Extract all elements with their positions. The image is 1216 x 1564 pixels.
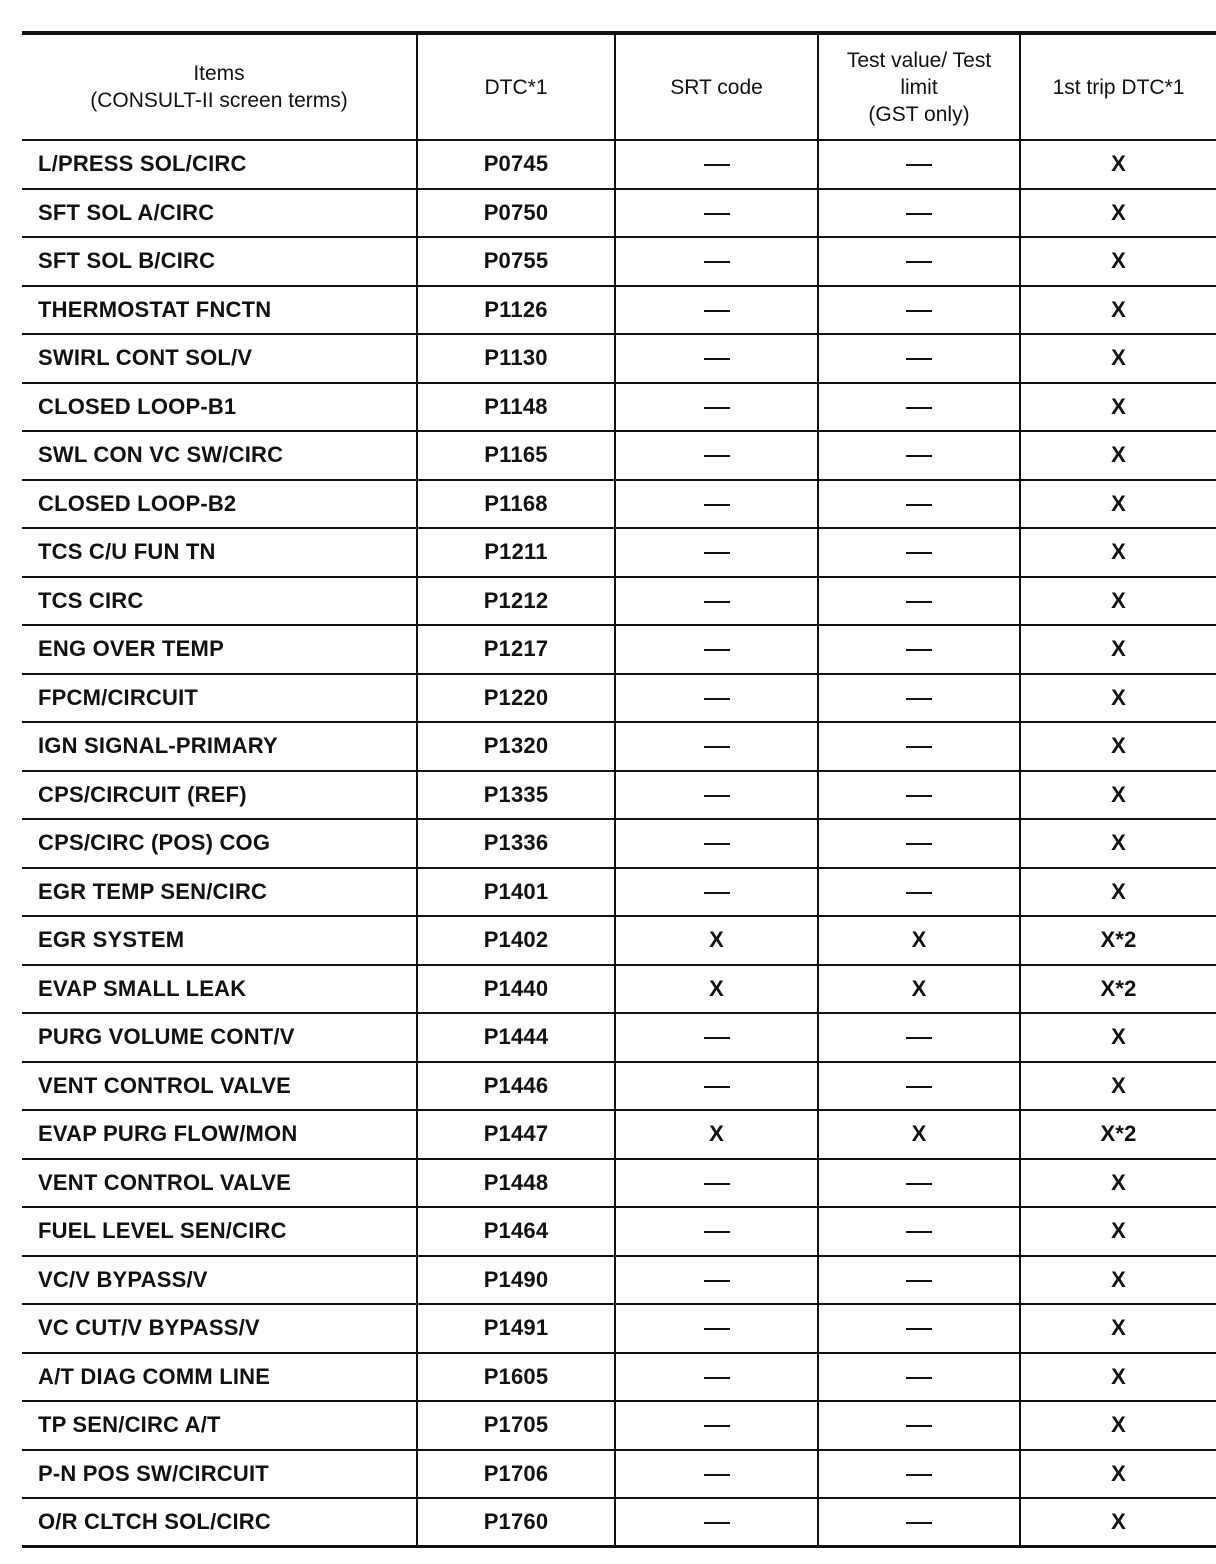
x-mark: X bbox=[709, 927, 724, 953]
cell-item: SWL CON VC SW/CIRC bbox=[22, 431, 417, 480]
dash-icon bbox=[704, 601, 730, 603]
dash-icon bbox=[704, 1522, 730, 1524]
cell-item: L/PRESS SOL/CIRC bbox=[22, 140, 417, 189]
dash-icon bbox=[906, 552, 932, 554]
table-row bbox=[22, 722, 1216, 771]
cell-srt bbox=[615, 1013, 818, 1062]
cell-item: VENT CONTROL VALVE bbox=[22, 1062, 417, 1111]
cell-first-trip: X bbox=[1020, 722, 1216, 771]
cell-dtc: P1490 bbox=[417, 1256, 615, 1305]
cell-first-trip: X bbox=[1020, 1304, 1216, 1353]
cell-dtc: P1705 bbox=[417, 1401, 615, 1450]
dash-icon bbox=[906, 892, 932, 894]
cell-test-value bbox=[818, 1256, 1020, 1305]
cell-srt bbox=[615, 189, 818, 238]
cell-first-trip: X bbox=[1020, 1353, 1216, 1402]
cell-item: O/R CLTCH SOL/CIRC bbox=[22, 1498, 417, 1547]
cell-test-value bbox=[818, 1401, 1020, 1450]
cell-item: THERMOSTAT FNCTN bbox=[22, 286, 417, 335]
dash-icon bbox=[704, 795, 730, 797]
dash-icon bbox=[704, 1474, 730, 1476]
cell-srt bbox=[615, 431, 818, 480]
table-row bbox=[22, 674, 1216, 723]
cell-test-value bbox=[818, 1207, 1020, 1256]
header-items-line1: Items bbox=[193, 62, 245, 85]
cell-test-value bbox=[818, 722, 1020, 771]
header-dtc bbox=[417, 33, 615, 140]
dtc-table bbox=[22, 31, 1216, 1548]
dtc-table-wrapper bbox=[22, 31, 1216, 1548]
cell-test-value bbox=[818, 916, 1020, 965]
cell-first-trip: X bbox=[1020, 189, 1216, 238]
cell-test-value bbox=[818, 189, 1020, 238]
dash-icon bbox=[906, 1231, 932, 1233]
header-first-trip-label: 1st trip DTC*1 bbox=[1052, 75, 1185, 99]
dash-icon bbox=[906, 1183, 932, 1185]
cell-first-trip: X bbox=[1020, 771, 1216, 820]
cell-dtc: P1491 bbox=[417, 1304, 615, 1353]
dash-icon bbox=[906, 649, 932, 651]
dash-icon bbox=[906, 1280, 932, 1282]
cell-first-trip: X bbox=[1020, 1401, 1216, 1450]
cell-first-trip: X*2 bbox=[1020, 916, 1216, 965]
dash-icon bbox=[906, 1377, 932, 1379]
cell-item: EGR SYSTEM bbox=[22, 916, 417, 965]
table-row bbox=[22, 334, 1216, 383]
cell-test-value bbox=[818, 237, 1020, 286]
cell-srt bbox=[615, 1304, 818, 1353]
cell-test-value bbox=[818, 334, 1020, 383]
cell-test-value bbox=[818, 965, 1020, 1014]
dash-icon bbox=[906, 1037, 932, 1039]
dash-icon bbox=[704, 310, 730, 312]
table-row bbox=[22, 1450, 1216, 1499]
cell-first-trip: X bbox=[1020, 1498, 1216, 1547]
cell-test-value bbox=[818, 674, 1020, 723]
dash-icon bbox=[704, 213, 730, 215]
cell-dtc: P1336 bbox=[417, 819, 615, 868]
cell-first-trip: X bbox=[1020, 819, 1216, 868]
dash-icon bbox=[906, 1328, 932, 1330]
table-row bbox=[22, 1159, 1216, 1208]
cell-item: VENT CONTROL VALVE bbox=[22, 1159, 417, 1208]
x-mark: X bbox=[709, 1121, 724, 1147]
table-row bbox=[22, 1207, 1216, 1256]
cell-dtc: P1335 bbox=[417, 771, 615, 820]
dash-icon bbox=[704, 1231, 730, 1233]
table-row bbox=[22, 868, 1216, 917]
cell-test-value bbox=[818, 868, 1020, 917]
dash-icon bbox=[906, 1086, 932, 1088]
cell-dtc: P1605 bbox=[417, 1353, 615, 1402]
dash-icon bbox=[906, 164, 932, 166]
cell-srt bbox=[615, 771, 818, 820]
table-row bbox=[22, 1353, 1216, 1402]
header-test-line2: limit bbox=[900, 75, 938, 99]
cell-first-trip: X bbox=[1020, 286, 1216, 335]
cell-item: CLOSED LOOP-B1 bbox=[22, 383, 417, 432]
cell-item: CPS/CIRCUIT (REF) bbox=[22, 771, 417, 820]
cell-test-value bbox=[818, 1110, 1020, 1159]
cell-first-trip: X bbox=[1020, 1450, 1216, 1499]
dash-icon bbox=[704, 261, 730, 263]
cell-dtc: P0750 bbox=[417, 189, 615, 238]
table-body bbox=[22, 140, 1216, 1547]
header-items-line2: (CONSULT-II screen terms) bbox=[90, 89, 348, 112]
cell-dtc: P1168 bbox=[417, 480, 615, 529]
dash-icon bbox=[704, 1425, 730, 1427]
header-test-line3: (GST only) bbox=[868, 102, 970, 126]
table-row bbox=[22, 237, 1216, 286]
cell-item: SFT SOL B/CIRC bbox=[22, 237, 417, 286]
cell-srt bbox=[615, 916, 818, 965]
dash-icon bbox=[906, 455, 932, 457]
cell-srt bbox=[615, 868, 818, 917]
cell-item: CLOSED LOOP-B2 bbox=[22, 480, 417, 529]
cell-dtc: P1217 bbox=[417, 625, 615, 674]
cell-test-value bbox=[818, 625, 1020, 674]
cell-first-trip: X bbox=[1020, 577, 1216, 626]
cell-srt bbox=[615, 480, 818, 529]
cell-dtc: P1464 bbox=[417, 1207, 615, 1256]
cell-srt bbox=[615, 625, 818, 674]
dash-icon bbox=[704, 1086, 730, 1088]
dash-icon bbox=[704, 407, 730, 409]
cell-first-trip: X bbox=[1020, 1013, 1216, 1062]
cell-srt bbox=[615, 819, 818, 868]
dash-icon bbox=[906, 261, 932, 263]
cell-srt bbox=[615, 1401, 818, 1450]
cell-test-value bbox=[818, 1450, 1020, 1499]
dash-icon bbox=[906, 601, 932, 603]
dash-icon bbox=[906, 1474, 932, 1476]
cell-dtc: P1130 bbox=[417, 334, 615, 383]
table-row bbox=[22, 189, 1216, 238]
dash-icon bbox=[704, 552, 730, 554]
cell-test-value bbox=[818, 1353, 1020, 1402]
dash-icon bbox=[704, 698, 730, 700]
cell-first-trip: X bbox=[1020, 528, 1216, 577]
dash-icon bbox=[906, 407, 932, 409]
cell-test-value bbox=[818, 819, 1020, 868]
table-row bbox=[22, 771, 1216, 820]
cell-first-trip: X bbox=[1020, 1062, 1216, 1111]
cell-test-value bbox=[818, 771, 1020, 820]
x-mark: X bbox=[911, 1121, 927, 1147]
table-row bbox=[22, 577, 1216, 626]
dash-icon bbox=[704, 1183, 730, 1185]
cell-test-value bbox=[818, 577, 1020, 626]
x-mark: X bbox=[911, 927, 927, 953]
cell-test-value bbox=[818, 1159, 1020, 1208]
dash-icon bbox=[704, 1377, 730, 1379]
cell-test-value bbox=[818, 1304, 1020, 1353]
table-row bbox=[22, 140, 1216, 189]
cell-srt bbox=[615, 286, 818, 335]
table-row bbox=[22, 819, 1216, 868]
cell-dtc: P0755 bbox=[417, 237, 615, 286]
dash-icon bbox=[906, 213, 932, 215]
cell-first-trip: X bbox=[1020, 334, 1216, 383]
cell-dtc: P1401 bbox=[417, 868, 615, 917]
cell-dtc: P1446 bbox=[417, 1062, 615, 1111]
cell-dtc: P1447 bbox=[417, 1110, 615, 1159]
dash-icon bbox=[906, 1522, 932, 1524]
cell-item: EVAP SMALL LEAK bbox=[22, 965, 417, 1014]
cell-item: FPCM/CIRCUIT bbox=[22, 674, 417, 723]
table-row bbox=[22, 1304, 1216, 1353]
header-test-value bbox=[818, 33, 1020, 140]
cell-srt bbox=[615, 1062, 818, 1111]
cell-item: VC CUT/V BYPASS/V bbox=[22, 1304, 417, 1353]
dash-icon bbox=[906, 746, 932, 748]
cell-dtc: P1220 bbox=[417, 674, 615, 723]
cell-first-trip: X*2 bbox=[1020, 965, 1216, 1014]
cell-test-value bbox=[818, 1013, 1020, 1062]
table-header bbox=[22, 33, 1216, 140]
cell-item: SFT SOL A/CIRC bbox=[22, 189, 417, 238]
cell-test-value bbox=[818, 528, 1020, 577]
header-srt bbox=[615, 33, 818, 140]
table-row bbox=[22, 528, 1216, 577]
cell-srt bbox=[615, 528, 818, 577]
table-row bbox=[22, 965, 1216, 1014]
dash-icon bbox=[704, 843, 730, 845]
cell-item: PURG VOLUME CONT/V bbox=[22, 1013, 417, 1062]
cell-srt bbox=[615, 1110, 818, 1159]
cell-srt bbox=[615, 140, 818, 189]
dash-icon bbox=[906, 358, 932, 360]
table-row bbox=[22, 1110, 1216, 1159]
cell-first-trip: X bbox=[1020, 431, 1216, 480]
dash-icon bbox=[906, 1425, 932, 1427]
cell-item: EGR TEMP SEN/CIRC bbox=[22, 868, 417, 917]
cell-item: CPS/CIRC (POS) COG bbox=[22, 819, 417, 868]
dash-icon bbox=[906, 310, 932, 312]
cell-first-trip: X bbox=[1020, 1256, 1216, 1305]
cell-first-trip: X bbox=[1020, 480, 1216, 529]
cell-srt bbox=[615, 237, 818, 286]
dash-icon bbox=[906, 698, 932, 700]
cell-first-trip: X bbox=[1020, 383, 1216, 432]
cell-dtc: P1148 bbox=[417, 383, 615, 432]
header-first-trip bbox=[1020, 33, 1216, 140]
dash-icon bbox=[704, 504, 730, 506]
dash-icon bbox=[704, 746, 730, 748]
dash-icon bbox=[704, 649, 730, 651]
table-row bbox=[22, 431, 1216, 480]
cell-test-value bbox=[818, 431, 1020, 480]
x-mark: X bbox=[911, 975, 927, 1001]
cell-item: EVAP PURG FLOW/MON bbox=[22, 1110, 417, 1159]
cell-dtc: P1402 bbox=[417, 916, 615, 965]
cell-first-trip: X bbox=[1020, 868, 1216, 917]
cell-first-trip: X bbox=[1020, 1207, 1216, 1256]
cell-dtc: P1165 bbox=[417, 431, 615, 480]
dash-icon bbox=[704, 455, 730, 457]
cell-srt bbox=[615, 383, 818, 432]
cell-srt bbox=[615, 674, 818, 723]
cell-dtc: P1760 bbox=[417, 1498, 615, 1547]
x-mark: X bbox=[709, 975, 724, 1001]
cell-dtc: P1320 bbox=[417, 722, 615, 771]
header-dtc-label: DTC*1 bbox=[484, 75, 548, 99]
cell-dtc: P1126 bbox=[417, 286, 615, 335]
cell-item: TCS C/U FUN TN bbox=[22, 528, 417, 577]
cell-srt bbox=[615, 1159, 818, 1208]
cell-srt bbox=[615, 1498, 818, 1547]
dash-icon bbox=[704, 1280, 730, 1282]
cell-item: FUEL LEVEL SEN/CIRC bbox=[22, 1207, 417, 1256]
cell-dtc: P1706 bbox=[417, 1450, 615, 1499]
table-row bbox=[22, 286, 1216, 335]
table-row bbox=[22, 383, 1216, 432]
table-row bbox=[22, 480, 1216, 529]
cell-test-value bbox=[818, 140, 1020, 189]
dash-icon bbox=[704, 892, 730, 894]
header-items bbox=[22, 33, 417, 140]
cell-dtc: P1444 bbox=[417, 1013, 615, 1062]
cell-dtc: P1212 bbox=[417, 577, 615, 626]
header-test-line1: Test value/ Test bbox=[846, 48, 992, 72]
cell-srt bbox=[615, 577, 818, 626]
header-row bbox=[22, 33, 1216, 140]
dash-icon bbox=[906, 843, 932, 845]
cell-first-trip: X bbox=[1020, 237, 1216, 286]
cell-first-trip: X bbox=[1020, 140, 1216, 189]
table-row bbox=[22, 1498, 1216, 1547]
table-row bbox=[22, 1062, 1216, 1111]
cell-test-value bbox=[818, 286, 1020, 335]
cell-item: VC/V BYPASS/V bbox=[22, 1256, 417, 1305]
dash-icon bbox=[704, 1037, 730, 1039]
cell-test-value bbox=[818, 480, 1020, 529]
cell-first-trip: X*2 bbox=[1020, 1110, 1216, 1159]
cell-srt bbox=[615, 722, 818, 771]
cell-item: TP SEN/CIRC A/T bbox=[22, 1401, 417, 1450]
cell-srt bbox=[615, 334, 818, 383]
cell-first-trip: X bbox=[1020, 674, 1216, 723]
table-row bbox=[22, 1401, 1216, 1450]
header-srt-label: SRT code bbox=[670, 75, 763, 99]
dash-icon bbox=[906, 504, 932, 506]
cell-item: ENG OVER TEMP bbox=[22, 625, 417, 674]
table-row bbox=[22, 1256, 1216, 1305]
cell-srt bbox=[615, 1207, 818, 1256]
cell-srt bbox=[615, 1353, 818, 1402]
cell-test-value bbox=[818, 1062, 1020, 1111]
cell-dtc: P1440 bbox=[417, 965, 615, 1014]
dash-icon bbox=[704, 358, 730, 360]
cell-srt bbox=[615, 965, 818, 1014]
cell-dtc: P1211 bbox=[417, 528, 615, 577]
table-row bbox=[22, 1013, 1216, 1062]
cell-first-trip: X bbox=[1020, 625, 1216, 674]
cell-item: SWIRL CONT SOL/V bbox=[22, 334, 417, 383]
cell-test-value bbox=[818, 383, 1020, 432]
cell-test-value bbox=[818, 1498, 1020, 1547]
cell-srt bbox=[615, 1450, 818, 1499]
cell-item: TCS CIRC bbox=[22, 577, 417, 626]
cell-item: A/T DIAG COMM LINE bbox=[22, 1353, 417, 1402]
cell-dtc: P0745 bbox=[417, 140, 615, 189]
cell-dtc: P1448 bbox=[417, 1159, 615, 1208]
cell-srt bbox=[615, 1256, 818, 1305]
dash-icon bbox=[704, 1328, 730, 1330]
table-row bbox=[22, 916, 1216, 965]
cell-item: P-N POS SW/CIRCUIT bbox=[22, 1450, 417, 1499]
dash-icon bbox=[704, 164, 730, 166]
cell-item: IGN SIGNAL-PRIMARY bbox=[22, 722, 417, 771]
table-row bbox=[22, 625, 1216, 674]
cell-first-trip: X bbox=[1020, 1159, 1216, 1208]
dash-icon bbox=[906, 795, 932, 797]
